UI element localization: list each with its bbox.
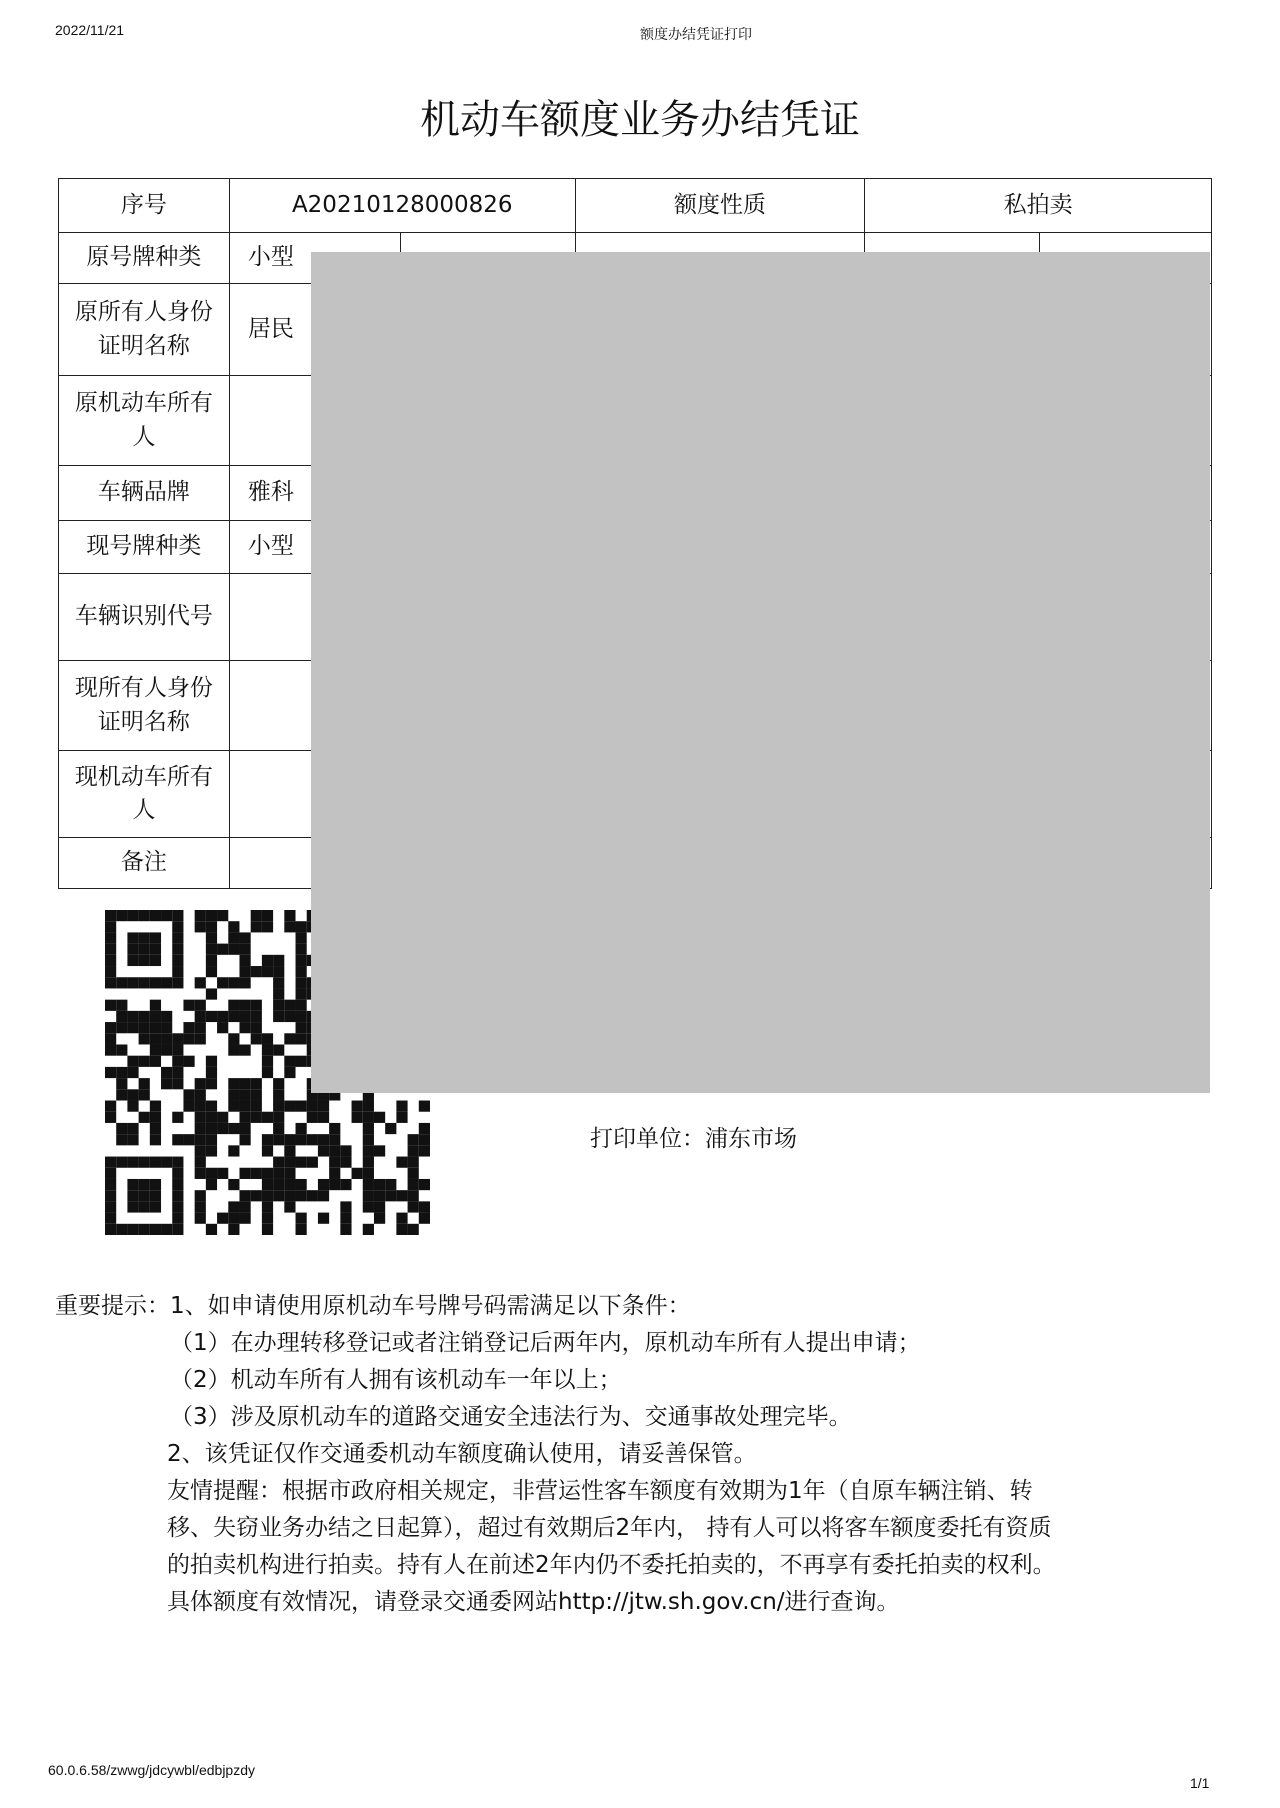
cell-value: 居民 <box>229 284 400 376</box>
cell-value: A20210128000826 <box>229 179 575 233</box>
cell-value: 小型 <box>229 233 400 284</box>
cell-label: 序号 <box>59 179 230 233</box>
cell-label: 现所有人身份证明名称 <box>59 661 230 751</box>
cell-value: 雅科 <box>229 466 400 521</box>
cell-label: 备注 <box>59 838 230 889</box>
cell-label: 车辆品牌 <box>59 466 230 521</box>
cell-label: 原所有人身份证明名称 <box>59 284 230 376</box>
cell-label: 原号牌种类 <box>59 233 230 284</box>
print-date: 2022/11/21 <box>55 22 125 38</box>
note-line: （2）机动车所有人拥有该机动车一年以上； <box>170 1367 622 1393</box>
note-line: 重要提示：1、如申请使用原机动车号牌号码需满足以下条件： <box>55 1293 691 1319</box>
page-number: 1/1 <box>1190 1775 1210 1791</box>
cell-value: 私拍卖 <box>865 179 1212 233</box>
cell-label: 额度性质 <box>575 179 865 233</box>
cell-label: 原机动车所有人 <box>59 376 230 466</box>
footer-url: 60.0.6.58/zwwg/jdcywbl/edbjpzdy <box>48 1762 256 1778</box>
print-unit: 打印单位：浦东市场 <box>590 1126 797 1152</box>
table-row <box>59 179 1212 233</box>
note-line: （1）在办理转移登记或者注销登记后两年内，原机动车所有人提出申请； <box>170 1330 921 1356</box>
page-header-title: 额度办结凭证打印 <box>640 26 752 42</box>
cell-label: 现号牌种类 <box>59 521 230 574</box>
note-line: 移、失窃业务办结之日起算），超过有效期后2年内， 持有人可以将客车额度委托有资质 <box>167 1515 1052 1541</box>
document-title: 机动车额度业务办结凭证 <box>420 97 860 143</box>
note-line: 友情提醒：根据市政府相关规定，非营运性客车额度有效期为1年（自原车辆注销、转 <box>167 1478 1033 1504</box>
cell-label: 现机动车所有人 <box>59 751 230 838</box>
note-line: 的拍卖机构进行拍卖。持有人在前述2年内仍不委托拍卖的，不再享有委托拍卖的权利。 <box>167 1552 1056 1578</box>
cell-value: 小型 <box>229 521 400 574</box>
note-line: （3）涉及原机动车的道路交通安全违法行为、交通事故处理完毕。 <box>170 1404 852 1430</box>
redaction-box <box>311 252 1210 1093</box>
cell-label: 车辆识别代号 <box>59 574 230 661</box>
note-line: 2、该凭证仅作交通委机动车额度确认使用，请妥善保管。 <box>167 1441 757 1467</box>
important-notes <box>55 1288 1056 1621</box>
note-line: 具体额度有效情况，请登录交通委网站http://jtw.sh.gov.cn/进行查询。 <box>167 1589 900 1615</box>
